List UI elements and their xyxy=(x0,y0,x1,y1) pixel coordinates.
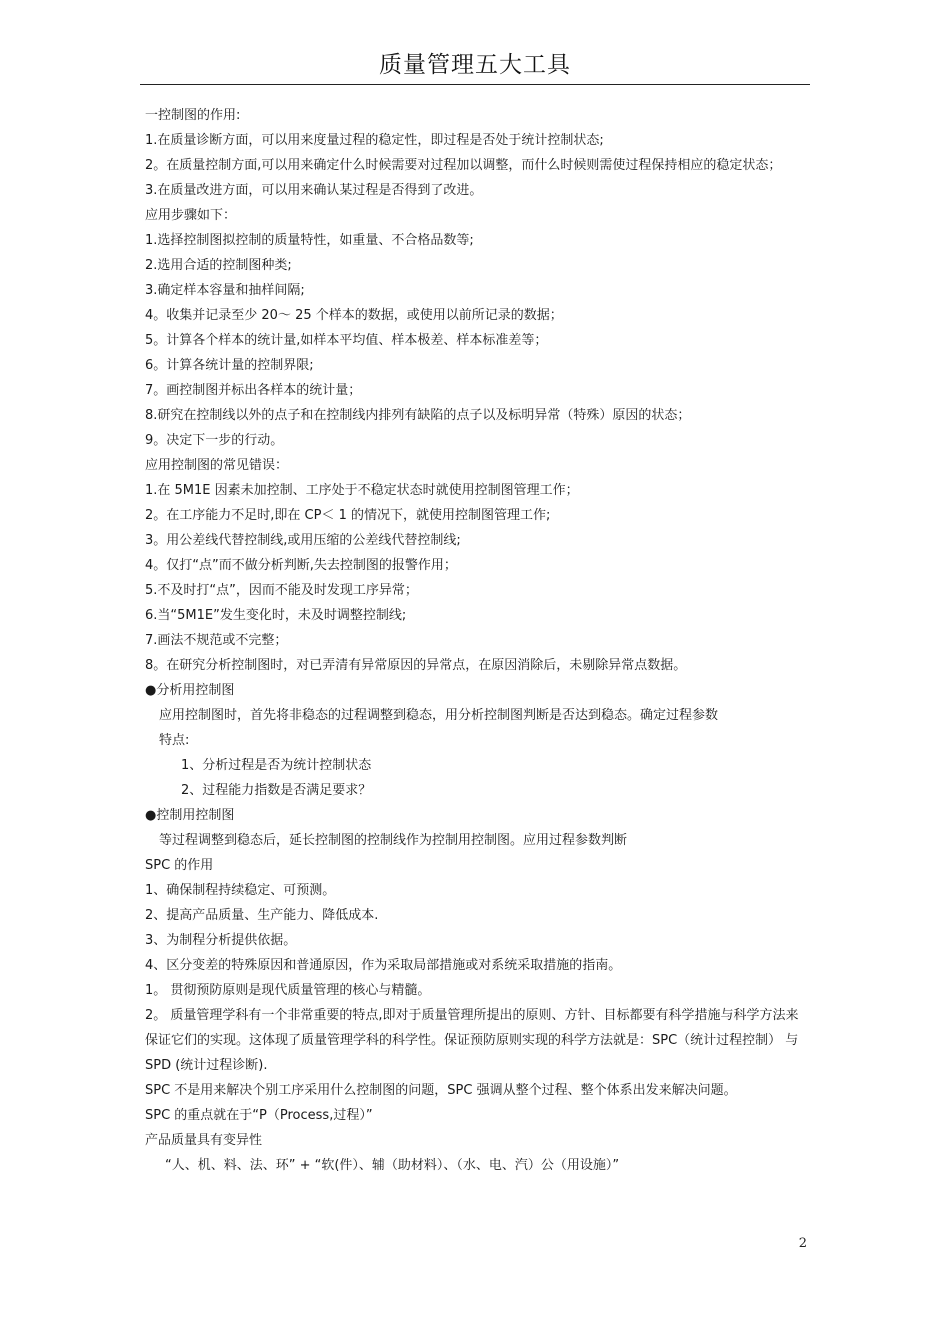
paragraph: 2。在工序能力不足时,即在 CP＜ 1 的情况下，就使用控制图管理工作; xyxy=(145,508,551,523)
paragraph: 6.当“5M1E”发生变化时，未及时调整控制线; xyxy=(145,608,407,623)
paragraph: 等过程调整到稳态后，延长控制图的控制线作为控制用控制图。应用过程参数判断 xyxy=(159,833,628,848)
document-body xyxy=(145,103,810,1178)
paragraph: 特点: xyxy=(159,733,190,748)
paragraph: 5.不及时打“点”，因而不能及时发现工序异常； xyxy=(145,583,418,598)
paragraph: SPC 的重点就在于“P（Process,过程）” xyxy=(145,1108,373,1123)
paragraph: 7.画法不规范或不完整； xyxy=(145,633,288,648)
paragraph: SPC 不是用来解决个别工序采用什么控制图的问题，SPC 强调从整个过程、整个体系出发来解决问题。 xyxy=(145,1083,737,1098)
page-number: 2 xyxy=(798,1236,807,1251)
paragraph: 2。在质量控制方面,可以用来确定什么时候需要对过程加以调整，而什么时候则需使过程保持相应的稳定状态； xyxy=(145,158,782,173)
paragraph: 应用控制图时，首先将非稳态的过程调整到稳态，用分析控制图判断是否达到稳态。确定过程参数 xyxy=(159,708,719,723)
paragraph: 3.确定样本容量和抽样间隔; xyxy=(145,283,305,298)
paragraph: 4。收集并记录至少 20～ 25 个样本的数据，或使用以前所记录的数据； xyxy=(145,308,563,323)
paragraph: 7。画控制图并标出各样本的统计量； xyxy=(145,383,362,398)
paragraph: “人、机、料、法、环” + “软(件）、辅（助材料）、（水、电、汽）公（用设施）” xyxy=(165,1158,620,1173)
paragraph: 6。计算各统计量的控制界限; xyxy=(145,358,314,373)
section-heading: SPC 的作用 xyxy=(145,858,214,873)
paragraph: 8.研究在控制线以外的点子和在控制线内排列有缺陷的点子以及标明异常（特殊）原因的状态； xyxy=(145,408,691,423)
bullet-heading: ●控制用控制图 xyxy=(145,808,235,823)
paragraph: 3.在质量改进方面，可以用来确认某过程是否得到了改进。 xyxy=(145,183,483,198)
paragraph: 应用控制图的常见错误： xyxy=(145,458,289,473)
paragraph: 3。用公差线代替控制线,或用压缩的公差线代替控制线; xyxy=(145,533,461,548)
paragraph: 2.选用合适的控制图种类; xyxy=(145,258,292,273)
page-header-title: 质量管理五大工具 xyxy=(379,52,571,78)
paragraph: 1。 贯彻预防原则是现代质量管理的核心与精髓。 xyxy=(145,983,431,998)
list-item: 1、分析过程是否为统计控制状态 xyxy=(181,758,372,773)
paragraph: 8。在研究分析控制图时，对已弄清有异常原因的异常点，在原因消除后，未剔除异常点数据。 xyxy=(145,658,687,673)
list-item: 1、确保制程持续稳定、可预测。 xyxy=(145,883,336,898)
list-item: 3、为制程分析提供依据。 xyxy=(145,933,297,948)
paragraph: 一控制图的作用: xyxy=(145,108,241,123)
paragraph: 应用步骤如下： xyxy=(145,208,237,223)
paragraph: 1.在 5M1E 因素未加控制、工序处于不稳定状态时就使用控制图管理工作； xyxy=(145,483,579,498)
paragraph: 4。仅打“点”而不做分析判断,失去控制图的报警作用； xyxy=(145,558,457,573)
list-item: 4、区分变差的特殊原因和普通原因，作为采取局部措施或对系统采取措施的指南。 xyxy=(145,958,622,973)
paragraph: 5。计算各个样本的统计量,如样本平均值、样本极差、样本标准差等； xyxy=(145,333,548,348)
paragraph: 2。 质量管理学科有一个非常重要的特点,即对于质量管理所提出的原则、方针、目标都要有科学措施与科学方法来保证它们的实现。这体现了质量管理学科的科学性。保证预防原则实现的科学方法就是：SPC（统计过程控制） 与 SPD (统计过程诊断). xyxy=(145,1008,799,1073)
paragraph: 1.在质量诊断方面，可以用来度量过程的稳定性，即过程是否处于统计控制状态; xyxy=(145,133,604,148)
paragraph: 9。决定下一步的行动。 xyxy=(145,433,284,448)
header-divider xyxy=(140,84,810,85)
paragraph: 1.选择控制图拟控制的质量特性，如重量、不合格品数等; xyxy=(145,233,474,248)
paragraph: 产品质量具有变异性 xyxy=(145,1133,263,1148)
list-item: 2、提高产品质量、生产能力、降低成本. xyxy=(145,908,379,923)
bullet-heading: ●分析用控制图 xyxy=(145,683,235,698)
list-item: 2、过程能力指数是否满足要求？ xyxy=(181,783,372,798)
